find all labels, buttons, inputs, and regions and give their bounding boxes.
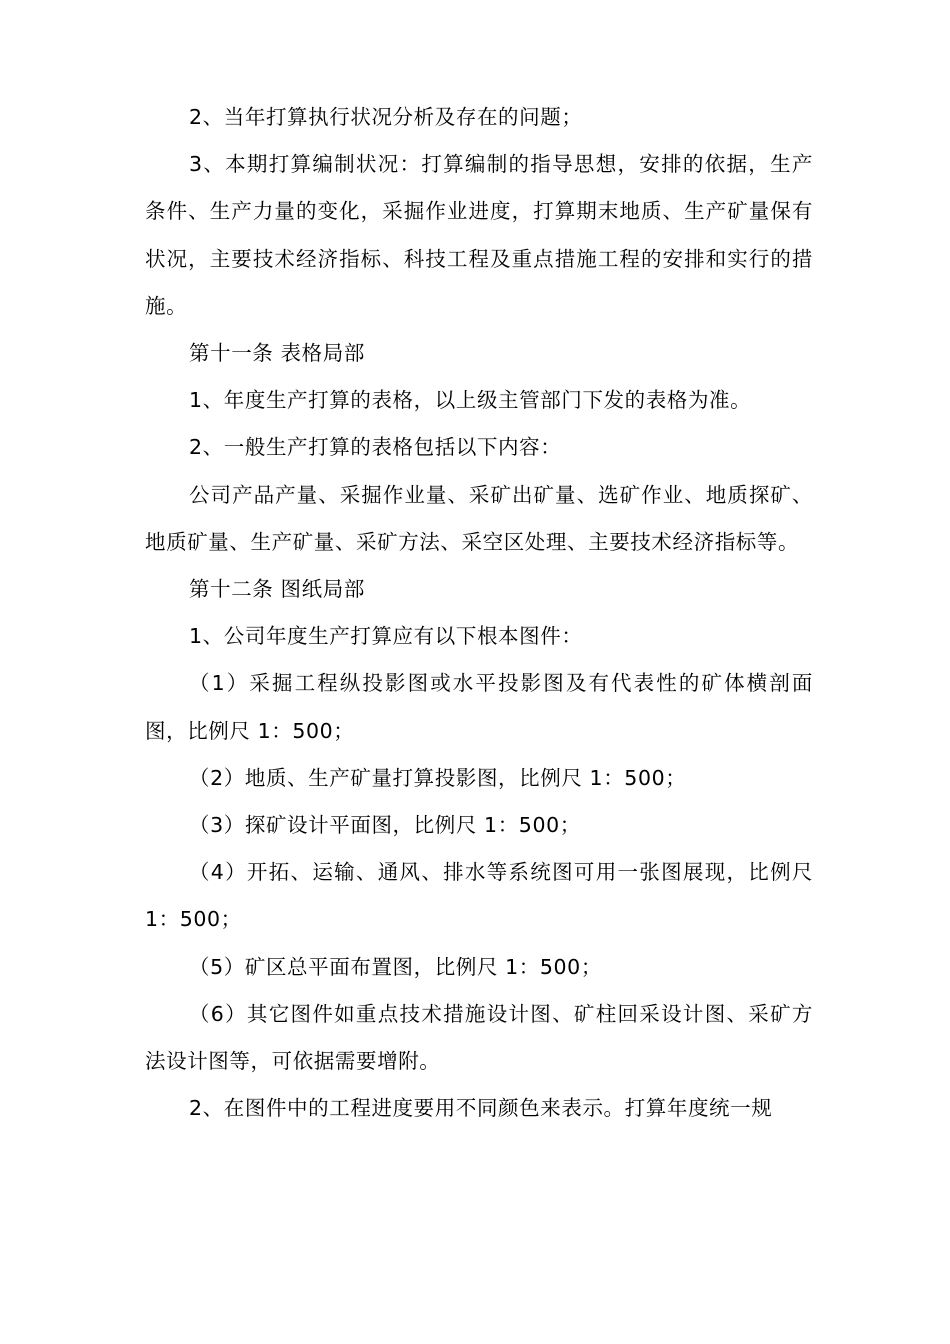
paragraph-item-3-plan-compilation: 3、本期打算编制状况：打算编制的指导思想，安排的依据，生产条件、生产力量的变化，采掘作业进度，打算期末地质、生产矿量保有状况，主要技术经济指标、科技工程及重点措施工程的安排和实行的措施。 bbox=[145, 152, 813, 318]
drawing-list-item-2: （2）地质、生产矿量打算投影图，比例尺 1：500； bbox=[189, 765, 687, 790]
drawing-list-item-1: （1）采掘工程纵投影图或水平投影图及有代表性的矿体横剖面图，比例尺 1：500； bbox=[145, 671, 813, 743]
paragraph-table-item-2: 2、一般生产打算的表格包括以下内容： bbox=[189, 435, 562, 460]
paragraph-table-item-1: 1、年度生产打算的表格，以上级主管部门下发的表格为准。 bbox=[189, 388, 752, 413]
drawing-list-item-5: （5）矿区总平面布置图，比例尺 1：500； bbox=[189, 954, 602, 979]
paragraph-item-2-analysis: 2、当年打算执行状况分析及存在的问题； bbox=[189, 105, 583, 129]
paragraph-drawings-item-2: 2、在图件中的工程进度要用不同颜色来表示。打算年度统一规 bbox=[189, 1096, 773, 1121]
document-body bbox=[145, 94, 813, 1132]
paragraph-table-contents: 公司产品产量、采掘作业量、采矿出矿量、选矿作业、地质探矿、地质矿量、生产矿量、采矿方法、采空区处理、主要技术经济指标等。 bbox=[145, 482, 813, 554]
drawing-list-item-3: （3）探矿设计平面图，比例尺 1：500； bbox=[189, 813, 581, 838]
drawing-list-item-4: （4）开拓、运输、通风、排水等系统图可用一张图展现，比例尺 1：500； bbox=[145, 860, 813, 932]
article-12-heading: 第十二条 图纸局部 bbox=[189, 577, 365, 602]
paragraph-drawings-item-1: 1、公司年度生产打算应有以下根本图件： bbox=[189, 624, 583, 649]
article-11-heading: 第十一条 表格局部 bbox=[189, 341, 365, 366]
drawing-list-item-6: （6）其它图件如重点技术措施设计图、矿柱回采设计图、采矿方法设计图等，可依据需要增附。 bbox=[145, 1001, 813, 1074]
